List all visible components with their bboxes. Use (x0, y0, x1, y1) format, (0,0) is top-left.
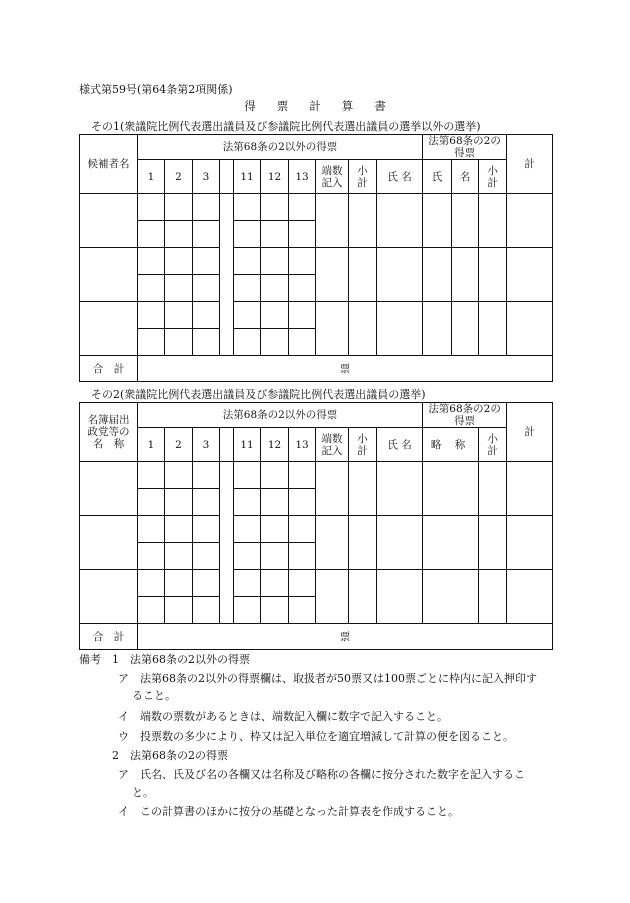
entry-cell (138, 221, 165, 248)
entry-cell (138, 489, 165, 516)
party-name-line: 政党等の (87, 426, 130, 438)
entry-cell (423, 248, 452, 302)
abbreviation-header: 略 称 (423, 428, 479, 462)
entry-cell (80, 570, 138, 624)
entry-cell (193, 248, 220, 275)
col-13: 13 (289, 428, 316, 462)
entry-cell (234, 516, 261, 543)
entry-cell (377, 462, 423, 516)
entry-cell (349, 462, 377, 516)
entry-cell (234, 543, 261, 570)
total-header: 計 (507, 135, 553, 194)
entry-cell (316, 462, 349, 516)
entry-cell (423, 194, 452, 248)
grand-total-votes: 票 (138, 356, 553, 382)
entry-cell (193, 516, 220, 543)
entry-cell (423, 462, 479, 516)
entry-cell (289, 248, 316, 275)
entry-cell (165, 194, 193, 221)
entry-cell (261, 329, 289, 356)
entry-cell (507, 194, 553, 248)
entry-cell (193, 570, 220, 597)
subtotal-header: 小計 (479, 428, 507, 462)
entry-cell (316, 570, 349, 624)
note-2i: イ この計算書のほかに按分の基礎となった計算表を作成すること。 (118, 805, 459, 818)
entry-cell (165, 329, 193, 356)
entry-cell (234, 489, 261, 516)
entry-cell (479, 194, 507, 248)
note-1a: ア 法第68条の2以外の得票欄は、取扱者が50票又は100票ごとに枠内に記入押印す (118, 672, 537, 685)
entry-cell (423, 302, 452, 356)
entry-cell (349, 570, 377, 624)
entry-cell (261, 194, 289, 221)
entry-cell (80, 462, 138, 516)
col-3: 3 (193, 428, 220, 462)
entry-cell (507, 302, 553, 356)
col-1: 1 (138, 160, 165, 194)
entry-cell (80, 248, 138, 302)
entry-cell (165, 275, 193, 302)
entry-cell (261, 570, 289, 597)
party-name-line: 名簿届出 (87, 414, 130, 426)
grand-total-label: 合 計 (80, 624, 138, 650)
entry-cell (138, 597, 165, 624)
note-1i: イ 端数の票数があるときは、端数記入欄に数字で記入すること。 (118, 710, 448, 723)
entry-cell (165, 302, 193, 329)
col-11: 11 (234, 428, 261, 462)
entry-cell (289, 570, 316, 597)
entry-cell (234, 302, 261, 329)
party-name-line: 名 称 (92, 438, 125, 450)
entry-cell (349, 248, 377, 302)
entry-cell (234, 597, 261, 624)
entry-cell (377, 302, 423, 356)
entry-cell (289, 194, 316, 221)
full-name-header: 氏 名 (377, 160, 423, 194)
entry-cell (479, 462, 507, 516)
entry-cell (193, 194, 220, 221)
entry-cell (261, 597, 289, 624)
entry-cell (261, 516, 289, 543)
entry-cell (234, 221, 261, 248)
entry-cell (193, 489, 220, 516)
entry-cell (165, 462, 193, 489)
entry-cell (507, 248, 553, 302)
entry-cell (165, 489, 193, 516)
entry-cell (289, 329, 316, 356)
entry-cell (452, 248, 479, 302)
entry-cell (261, 543, 289, 570)
subtotal-header: 小計 (349, 428, 377, 462)
entry-cell (507, 570, 553, 624)
entry-cell (261, 462, 289, 489)
col-12: 12 (261, 428, 289, 462)
col-11: 11 (234, 160, 261, 194)
entry-cell (423, 570, 479, 624)
entry-cell (234, 570, 261, 597)
entry-cell (165, 543, 193, 570)
entry-cell (193, 462, 220, 489)
entry-cell (261, 302, 289, 329)
entry-cell (165, 248, 193, 275)
entry-cell (507, 462, 553, 516)
entry-cell (452, 302, 479, 356)
entry-cell (193, 275, 220, 302)
fraction-entry-header: 端数記入 (316, 160, 349, 194)
column-gap (220, 428, 234, 462)
entry-cell (377, 516, 423, 570)
entry-cell (479, 302, 507, 356)
entry-cell (452, 194, 479, 248)
candidate-name-header: 候補者名 (80, 135, 138, 194)
grand-total-label: 合 計 (80, 356, 138, 382)
subtotal-header: 小計 (479, 160, 507, 194)
entry-cell (349, 516, 377, 570)
entry-cell (507, 516, 553, 570)
entry-cell (138, 275, 165, 302)
art68-votes-header: 法第68条の2の得票 (423, 135, 507, 160)
entry-cell (165, 221, 193, 248)
entry-cell (289, 489, 316, 516)
col-2: 2 (165, 160, 193, 194)
col-1: 1 (138, 428, 165, 462)
section2-table (79, 402, 553, 650)
col-13: 13 (289, 160, 316, 194)
note-2a: ア 氏名、氏及び名の各欄又は名称及び略称の各欄に按分された数字を記入するこ (118, 768, 525, 781)
entry-cell (349, 194, 377, 248)
entry-cell (138, 248, 165, 275)
entry-cell (289, 462, 316, 489)
entry-cell (261, 221, 289, 248)
entry-cell (377, 570, 423, 624)
entry-cell (80, 194, 138, 248)
section1-table (79, 134, 553, 382)
entry-cell (138, 570, 165, 597)
entry-cell (479, 570, 507, 624)
entry-cell (316, 302, 349, 356)
entry-cell (289, 543, 316, 570)
note-heading-1: 備考 1 法第68条の2以外の得票 (79, 653, 250, 666)
col-3: 3 (193, 160, 220, 194)
surname-header: 氏 (423, 160, 452, 194)
entry-cell (261, 248, 289, 275)
entry-cell (479, 248, 507, 302)
party-name-header (80, 403, 138, 462)
entry-cell (165, 597, 193, 624)
non68-votes-header: 法第68条の2以外の得票 (138, 403, 423, 428)
section2-caption: その2(衆議院比例代表選出議員及び参議院比例代表選出議員の選挙) (91, 388, 426, 401)
section1-caption: その1(衆議院比例代表選出議員及び参議院比例代表選出議員の選挙以外の選挙) (91, 120, 481, 133)
entry-cell (138, 329, 165, 356)
entry-cell (234, 462, 261, 489)
entry-cell (234, 275, 261, 302)
entry-cell (165, 516, 193, 543)
total-header: 計 (507, 403, 553, 462)
entry-cell (80, 516, 138, 570)
entry-cell (165, 570, 193, 597)
entry-cell (80, 302, 138, 356)
form-label: 様式第59号(第64条第2項関係) (79, 83, 233, 96)
entry-cell (138, 462, 165, 489)
entry-cell (289, 516, 316, 543)
note-2a-continued: と。 (132, 786, 154, 799)
entry-cell (289, 221, 316, 248)
entry-cell (316, 248, 349, 302)
note-heading-2: 2 法第68条の2の得票 (112, 749, 228, 762)
subtotal-header: 小計 (349, 160, 377, 194)
entry-cell (193, 221, 220, 248)
entry-cell (193, 597, 220, 624)
column-gap (220, 462, 234, 624)
col-2: 2 (165, 428, 193, 462)
given-name-header: 名 (452, 160, 479, 194)
entry-cell (138, 543, 165, 570)
art68-votes-header: 法第68条の2の得票 (423, 403, 507, 428)
entry-cell (138, 302, 165, 329)
entry-cell (289, 275, 316, 302)
entry-cell (289, 597, 316, 624)
entry-cell (234, 194, 261, 221)
entry-cell (138, 194, 165, 221)
entry-cell (423, 516, 479, 570)
fraction-entry-header: 端数記入 (316, 428, 349, 462)
entry-cell (377, 248, 423, 302)
note-1u: ウ 投票数の多少により、枠又は記入単位を適宜増減して計算の便を図ること。 (118, 730, 514, 743)
entry-cell (261, 489, 289, 516)
grand-total-votes: 票 (138, 624, 553, 650)
entry-cell (193, 302, 220, 329)
entry-cell (193, 329, 220, 356)
entry-cell (193, 543, 220, 570)
entry-cell (316, 516, 349, 570)
document-title: 得票計算書 (244, 99, 407, 113)
column-gap (220, 160, 234, 194)
entry-cell (316, 194, 349, 248)
note-1a-continued: ること。 (132, 689, 176, 702)
entry-cell (479, 516, 507, 570)
entry-cell (289, 302, 316, 329)
column-gap (220, 194, 234, 356)
entry-cell (261, 275, 289, 302)
entry-cell (377, 194, 423, 248)
non68-votes-header: 法第68条の2以外の得票 (138, 135, 423, 160)
col-12: 12 (261, 160, 289, 194)
entry-cell (234, 248, 261, 275)
entry-cell (349, 302, 377, 356)
entry-cell (234, 329, 261, 356)
entry-cell (138, 516, 165, 543)
full-name-header: 氏 名 (377, 428, 423, 462)
